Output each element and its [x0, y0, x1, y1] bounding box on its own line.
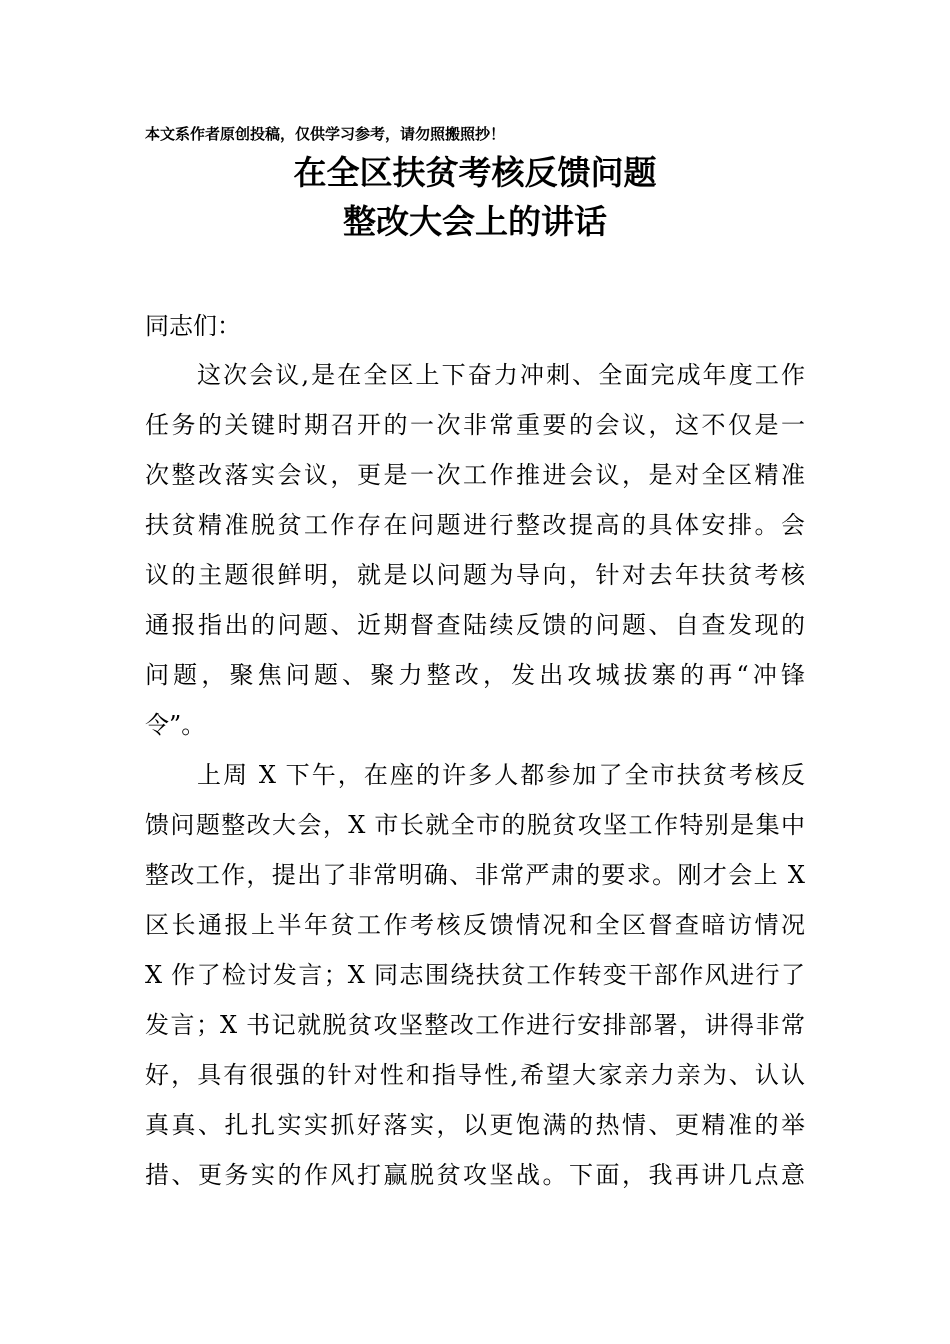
document-title-line-2: 整改大会上的讲话: [343, 202, 607, 241]
document-title-line-1: 在全区扶贫考核反馈问题: [293, 153, 657, 192]
paragraph-2-line-8: 真真、扎扎实实抓好落实，以更饱满的热情、更精准的举: [145, 1111, 805, 1139]
paragraph-2-line-9: 措、更务实的作风打赢脱贫攻坚战。下面，我再讲几点意: [145, 1161, 805, 1189]
paragraph-2-line-5: X 作了检讨发言；X 同志围绕扶贫工作转变干部作风进行了: [145, 961, 805, 989]
paragraph-1-line-2: 任务的关键时期召开的一次非常重要的会议，这不仅是一: [145, 411, 805, 439]
paragraph-1-line-6: 通报指出的问题、近期督查陆续反馈的问题、自查发现的: [145, 611, 805, 639]
paragraph-2-line-1: 上周 X 下午，在座的许多人都参加了全市扶贫考核反: [197, 761, 805, 789]
greeting: 同志们：: [145, 312, 241, 340]
paragraph-2-line-6: 发言；X 书记就脱贫攻坚整改工作进行安排部署，讲得非常: [145, 1011, 805, 1039]
paragraph-1-line-1: 这次会议,是在全区上下奋力冲刺、全面完成年度工作: [197, 361, 805, 389]
paragraph-2-line-2: 馈问题整改大会，X 市长就全市的脱贫攻坚工作特别是集中: [145, 811, 805, 839]
paragraph-2-line-3: 整改工作，提出了非常明确、非常严肃的要求。刚才会上 X: [145, 861, 805, 889]
paragraph-1-line-8: 令”。: [145, 711, 206, 739]
paragraph-1-line-4: 扶贫精准脱贫工作存在问题进行整改提高的具体安排。会: [145, 511, 805, 539]
paragraph-1-line-5: 议的主题很鲜明，就是以问题为导向，针对去年扶贫考核: [145, 561, 805, 589]
paragraph-2-line-4: 区长通报上半年贫工作考核反馈情况和全区督查暗访情况: [145, 911, 805, 939]
disclaimer-note: 本文系作者原创投稿，仅供学习参考，请勿照搬照抄！: [145, 125, 506, 143]
paragraph-2-line-7: 好，具有很强的针对性和指导性,希望大家亲力亲为、认认: [145, 1061, 805, 1089]
paragraph-1-line-7: 问题，聚焦问题、聚力整改，发出攻城拔寨的再“冲锋: [145, 661, 805, 689]
paragraph-1-line-3: 次整改落实会议，更是一次工作推进会议，是对全区精准: [145, 461, 805, 489]
